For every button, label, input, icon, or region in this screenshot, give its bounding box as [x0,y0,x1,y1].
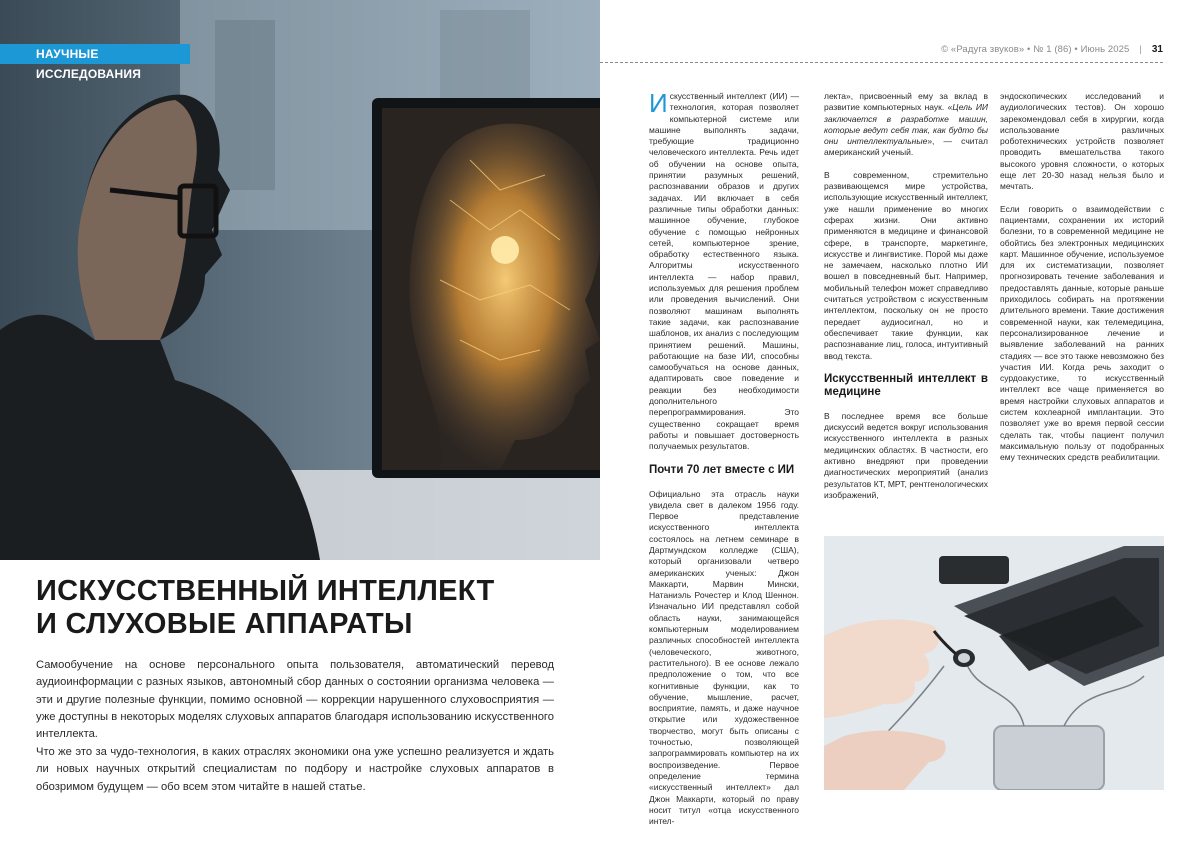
quote-text: Цель ИИ заключается в разработке машин, которые ведут себя так, как будто бы они интеллектуальные [824,102,988,147]
section-label: НАУЧНЫЕ ИССЛЕДОВАНИЯ [0,44,190,64]
headline-line-1: ИСКУССТВЕННЫЙ ИНТЕЛЛЕКТ [36,575,495,607]
header-separator: | [1139,44,1142,55]
hero-photo [0,0,600,560]
body-paragraph: Официально эта отрасль науки увидела свет в далеком 1956 году. Первое представление искусственного интеллекта состоялось на летнем семинаре в Дартмундском колледже (США), который организовали четверо американских ученых: Джон Маккарти, Марвин Мински, Натаниэль Рочестер и Клод Шеннон. Изначально ИИ представлял собой область науки, занимающейся компьютерным моделированием различных способностей интеллекта (человеческого, животного, растительного). В ее основе лежало предположение о том, что все когнитивные функции, как то обучение, мышление, расчет, восприятие, память, и даже научное открытие или художественное творчество, могут быть описаны с точностью, позволяющей запрограммировать компьютер на их воспроизведение. Первое определение термина «искусственный интеллект» дал Джон Маккарти, который по праву носит титул «отца искусственного интел- [649,488,799,827]
hearing-aid-illustration [824,536,1164,790]
subheading-medicine: Искусственный интеллект в медицине [824,372,988,398]
page-header [941,44,1163,55]
article-column-1 [649,88,799,838]
body-paragraph: эндоскопических исследований и аудиологических тестов). Он хорошо зарекомендовал себя в хирургии, когда использование различных роботехнических устройств позволяет проводить вмешательства такого высокого уровня сложности, о которых еще лет 20-30 назад нельзя было и мечтать. [1000,91,1164,192]
header-divider [600,62,1163,63]
headline-line-2: И СЛУХОВЫЕ АППАРАТЫ [36,608,413,640]
body-text: скусственный интеллект (ИИ) — технология, которая позволяет компьютерной системе или машине выполнять задачи, требующие традиционно человеческого интеллекта. Речь идет об обучении на основе опыта, принятии разумных решений, распознавании образов и других задачах. ИИ включает в себя различные типы обработки данных: машинное обучение, глубокое обучение с помощью нейронных сетей, компьютерное зрение, обработку естественного языка. Алгоритмы искусственного интеллекта — набор правил, используемых для решения проблем или проведения вычислений. Они позволяют машинам выполнять такие задачи, как распознавание шаблонов, их анализ с последующим принятием решений. Машины, работающие на базе ИИ, способны самообучаться на основе данных, адаптировать свое поведение и реакции без необходимости дополнительного перепрограммирования. Это существенно сокращает время работы и повышает достоверность получаемых результатов. [649,91,799,452]
article-headline [36,575,576,641]
hero-illustration [0,0,600,560]
hearing-aid-photo [824,536,1164,790]
body-text: лекта», присвоенный ему за вклад в развитие компьютерных наук. « [824,91,988,113]
article-column-3 [1000,91,1164,475]
issue-info: © «Радуга звуков» • № 1 (86) • Июнь 2025 [941,44,1130,55]
dropcap: И [649,88,668,118]
body-paragraph: В последнее время все больше дискуссий ведется вокруг использования искусственного интеллекта в разных медицинских областях. В частности, его активно внедряют при проведении диагностических мероприятий (анализ результатов КТ, МРТ, рентгенологических изображений, [824,410,988,500]
lead-paragraph-1: Самообучение на основе персонального опыта пользователя, автоматический перевод аудиоинформации с разных языков, автономный сбор данных о состоянии организма человека — эти и другие полезные функции, помимо основной — коррекции нарушенного слуховосприятия — уже доступны в некоторых моделях слуховых аппаратов благодаря использованию искусственного интеллекта. [36,659,554,741]
body-paragraph [649,88,799,453]
body-paragraph: В современном, стремительно развивающемся мире устройства, использующие искусственный интеллект, уже нашли применение во многих сферах жизни. Они активно применяются в медицине и финансовой сфере, в транспорте, маркетинге, искусстве и лингвистике. Порой мы даже не замечаем, насколько плотно ИИ вошел в повседневный быт. Например, мобильный телефон может справедливо считаться устройством с искусственным интеллектом, поскольку он не просто передает аудиосигнал, но и обеспечивает такие функции, как распознавание лиц, голоса, интуитивный ввод текста. [824,169,988,361]
lead-paragraph-2: Что же это за чудо-технология, в каких отраслях экономики она уже успешно реализуется и ждать ли новых научных открытий специалистам по подбору и настройке слуховых аппаратов в обозримом будущем — обо всем этом читайте в нашей статье. [36,746,554,793]
subheading-history: Почти 70 лет вместе с ИИ [649,463,795,476]
article-column-2 [824,91,988,512]
body-text: », — считал американский ученый. [824,136,988,158]
body-paragraph [824,91,988,159]
body-paragraph: Если говорить о взаимодействии с пациентами, сохранении их историй болезни, то в современной медицине не обойтись без электронных медицинских карт. Машинное обучение, используемое для их систематизации, позволяет прогнозировать течение заболевания и предоставлять данные, которые раньше приходилось собирать на протяжении длительного времени. Такие достижения современной науки, как телемедицина, персонализированное лечение и выявление заболеваний на ранних стадиях — все это также невозможно без участия ИИ. Когда речь заходит о сурдоакустике, то искусственный интеллект все чаще применяется во время настройки слуховых аппаратов и систем кохлеарной имплантации. Это позволяет уже во время первой сессии сделать так, чтобы пациент получил максимальную пользу от подобранных ему технических средств реабилитации. [1000,203,1164,463]
page-number: 31 [1151,44,1163,55]
